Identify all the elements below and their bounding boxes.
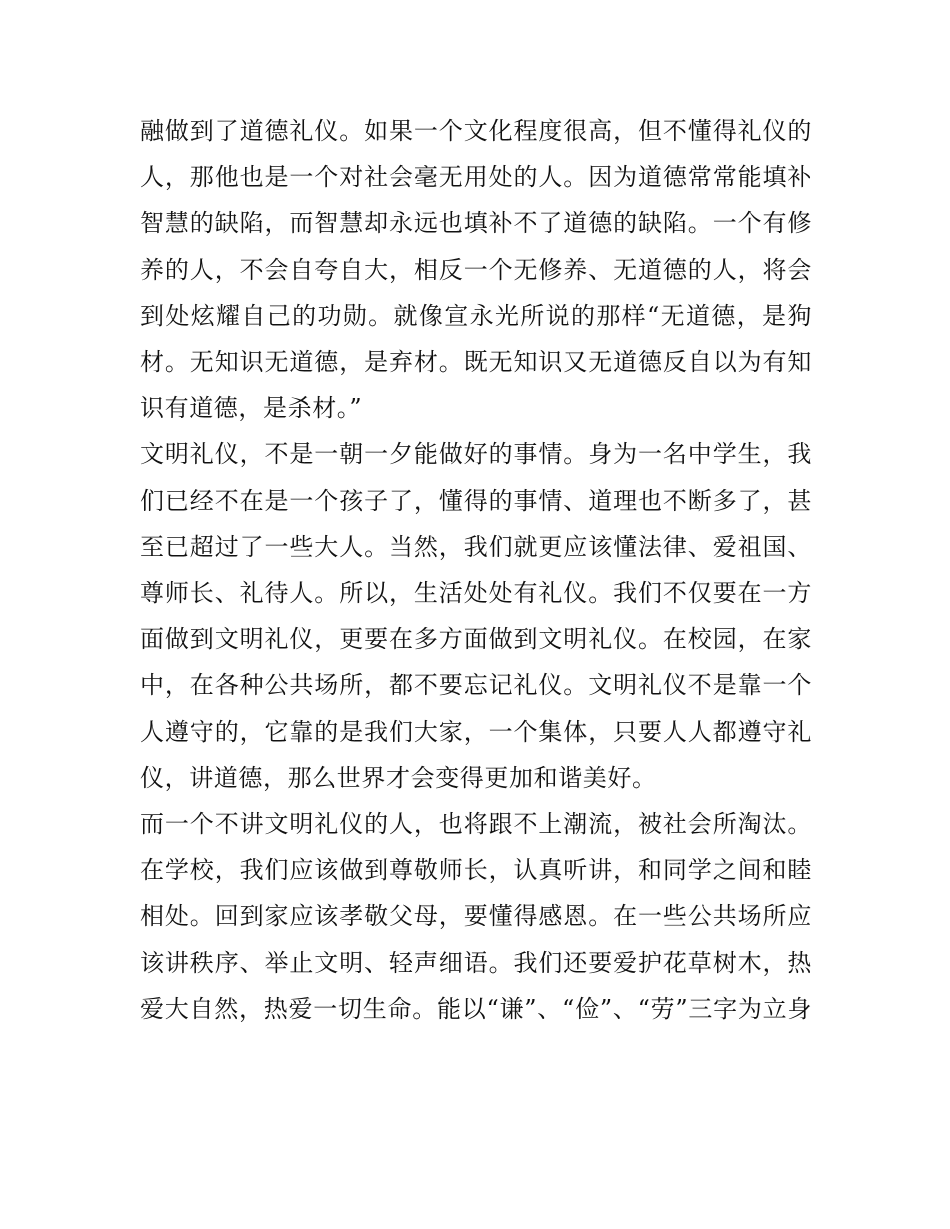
text-line: 人，那他也是一个对社会毫无用处的人。因为道德常常能填补 [140,163,812,192]
text-line: 智慧的缺陷，而智慧却永远也填补不了道德的缺陷。一个有修 [140,209,812,238]
paragraph-3 [140,801,812,1032]
text-line: 相处。回到家应该孝敬父母，要懂得感恩。在一些公共场所应 [140,902,812,931]
text-line: 在学校，我们应该做到尊敬师长，认真听讲，和同学之间和睦 [140,856,812,885]
paragraph-1 [140,108,812,431]
text-line: 而一个不讲文明礼仪的人，也将跟不上潮流，被社会所淘汰。 [140,810,812,839]
text-line: 面做到文明礼仪，更要在多方面做到文明礼仪。在校园，在家 [140,625,812,654]
text-line: 识有道德，是杀材。” [140,394,363,423]
text-line: 至已超过了一些大人。当然，我们就更应该懂法律、爱祖国、 [140,532,812,561]
document-page [140,108,812,1032]
text-line: 爱大自然，热爱一切生命。能以“谦”、“俭”、“劳”三字为立身 [140,994,812,1023]
text-line: 中，在各种公共场所，都不要忘记礼仪。文明礼仪不是靠一个 [140,671,812,700]
text-line: 们已经不在是一个孩子了，懂得的事情、道理也不断多了，甚 [140,486,812,515]
text-line: 材。无知识无道德，是弃材。既无知识又无道德反自以为有知 [140,348,812,377]
paragraph-2 [140,431,812,801]
text-line: 仪，讲道德，那么世界才会变得更加和谐美好。 [140,763,657,792]
text-line: 尊师长、礼待人。所以，生活处处有礼仪。我们不仅要在一方 [140,579,812,608]
text-line: 融做到了道德礼仪。如果一个文化程度很高，但不懂得礼仪的 [140,117,812,145]
text-line: 养的人，不会自夸自大，相反一个无修养、无道德的人，将会 [140,255,812,284]
text-line: 文明礼仪，不是一朝一夕能做好的事情。身为一名中学生，我 [140,440,812,469]
text-line: 到处炫耀自己的功勋。就像宣永光所说的那样“无道德，是狗 [140,301,812,330]
text-line: 该讲秩序、举止文明、轻声细语。我们还要爱护花草树木，热 [140,948,812,977]
text-line: 人遵守的，它靠的是我们大家，一个集体，只要人人都遵守礼 [140,717,812,746]
